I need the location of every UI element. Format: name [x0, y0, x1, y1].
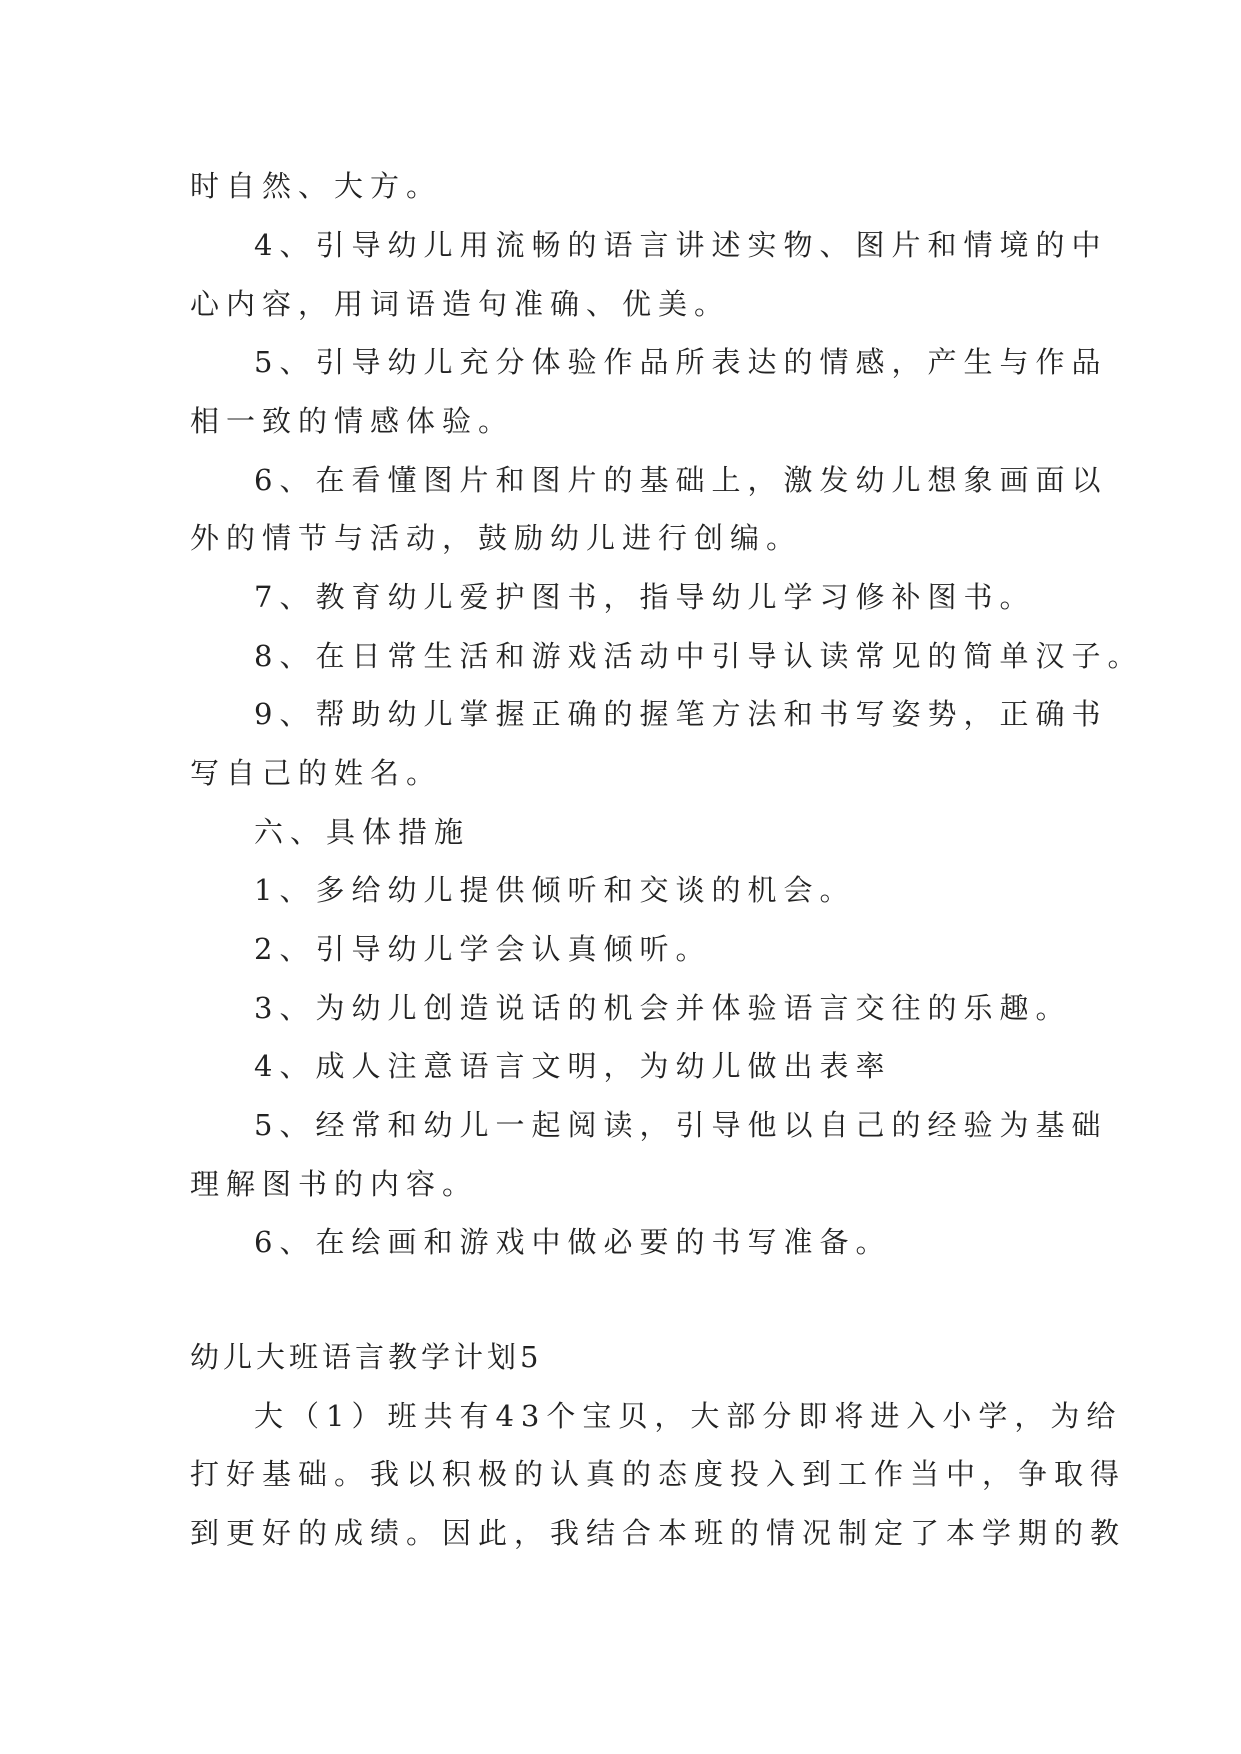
list-item-7: 7、教育幼儿爱护图书，指导幼儿学习修补图书。 [254, 580, 1036, 614]
paragraph-line: 理解图书的内容。 [190, 1167, 479, 1201]
section-heading: 六、具体措施 [254, 815, 471, 849]
section-title: 幼儿大班语言教学计划5 [190, 1340, 543, 1374]
measure-item-3: 3、为幼儿创造说话的机会并体验语言交往的乐趣。 [254, 991, 1072, 1025]
list-item-9: 9、帮助幼儿掌握正确的握笔方法和书写姿势，正确书 [254, 697, 1108, 731]
paragraph-line: 写自己的姓名。 [190, 756, 443, 790]
paragraph-line: 外的情节与活动，鼓励幼儿进行创编。 [190, 521, 803, 555]
measure-item-2: 2、引导幼儿学会认真倾听。 [254, 932, 712, 966]
intro-paragraph-line: 大（1）班共有43个宝贝，大部分即将进入小学，为给 [254, 1399, 1123, 1433]
intro-paragraph-line: 到更好的成绩。因此，我结合本班的情况制定了本学期的教 [190, 1516, 1127, 1550]
measure-item-6: 6、在绘画和游戏中做必要的书写准备。 [254, 1225, 892, 1259]
intro-paragraph-line: 打好基础。我以积极的认真的态度投入到工作当中，争取得 [190, 1457, 1127, 1491]
list-item-6: 6、在看懂图片和图片的基础上，激发幼儿想象画面以 [254, 463, 1108, 497]
measure-item-1: 1、多给幼儿提供倾听和交谈的机会。 [254, 873, 856, 907]
measure-item-4: 4、成人注意语言文明，为幼儿做出表率 [254, 1049, 892, 1083]
list-item-4: 4、引导幼儿用流畅的语言讲述实物、图片和情境的中 [254, 228, 1108, 262]
list-item-5: 5、引导幼儿充分体验作品所表达的情感，产生与作品 [254, 345, 1108, 379]
paragraph-line: 相一致的情感体验。 [190, 404, 515, 438]
paragraph-line: 心内容，用词语造句准确、优美。 [190, 287, 731, 321]
list-item-8: 8、在日常生活和游戏活动中引导认读常见的简单汉子。 [254, 639, 1144, 673]
measure-item-5: 5、经常和幼儿一起阅读，引导他以自己的经验为基础 [254, 1108, 1108, 1142]
paragraph-line: 时自然、大方。 [190, 169, 443, 203]
